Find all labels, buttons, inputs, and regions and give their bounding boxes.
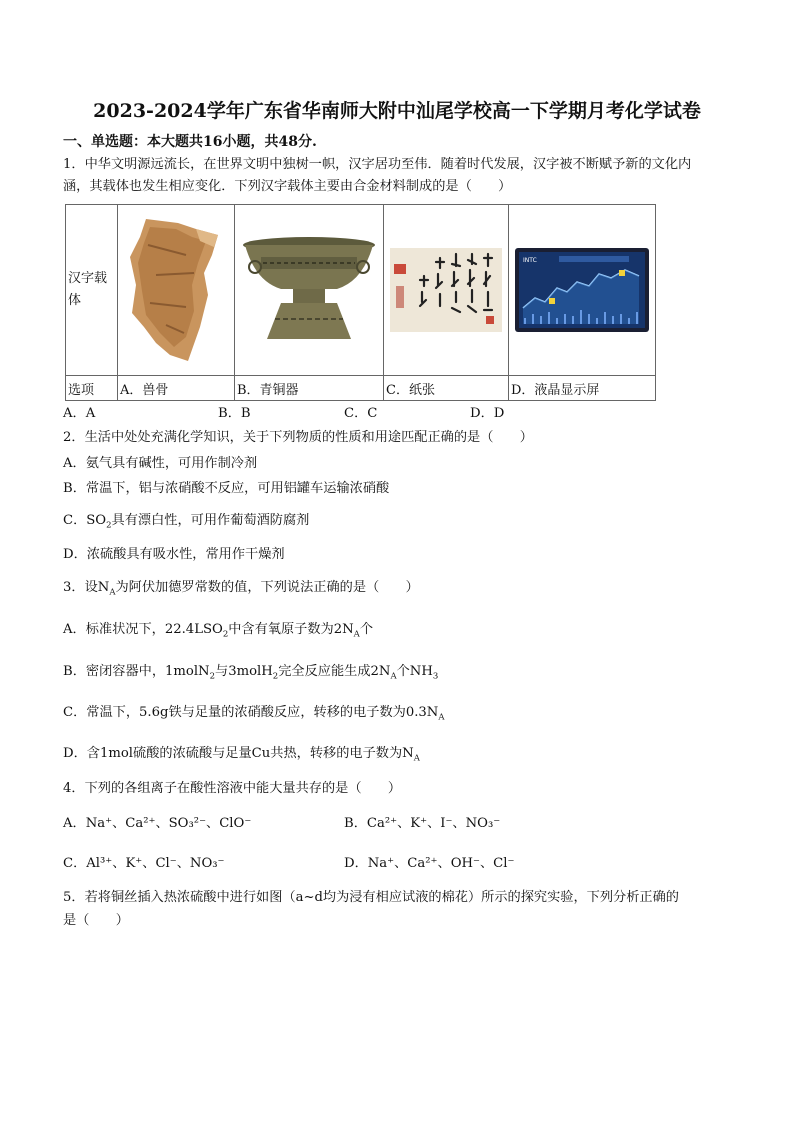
q2-stem: 2．生活中处处充满化学知识，关于下列物质的性质和用途匹配正确的是（ ） [63,430,533,445]
q5-stem-line2: 是（ ） [63,913,129,928]
q2-option-c: C．$SO_2$具有漂白性，可用作葡萄酒防腐剂 [63,513,310,531]
option-d-cell: D．液晶显示屏 [509,376,656,401]
q1-stem-line1: 1．中华文明源远流长，在世界文明中独树一帜，汉字居功至伟．随着时代发展，汉字被不断赋予新的文化内 [63,157,692,172]
lcd-screen-image [515,248,649,332]
page-title: 2023-2024学年广东省华南师大附中汕尾学校高一下学期月考化学试卷 [93,100,701,122]
q4-option-c: C．Al³⁺、K⁺、Cl⁻、NO₃⁻ [63,856,225,871]
row-header-option: 选项 [66,376,118,401]
q3-option-a: A．标准状况下，$22.4LSO_2$中含有氧原子数为$2N_A$个 [63,622,373,640]
option-a-cell: A．兽骨 [118,376,235,401]
q2-option-b: B．常温下，铝与浓硝酸不反应，可用铝罐车运输浓硝酸 [63,481,390,496]
q2-option-a: A．氨气具有碱性，可用作制冷剂 [63,456,258,471]
bronze-image-cell [235,205,384,376]
q1-answer-a: A．A [63,406,96,421]
option-b-cell: B．青铜器 [235,376,384,401]
bone-image-cell [118,205,235,376]
q1-carrier-table [65,204,656,401]
q4-option-d: D．Na⁺、Ca²⁺、OH⁻、Cl⁻ [344,856,515,871]
q3-option-d: D．含1mol硫酸的浓硫酸与足量Cu共热，转移的电子数为$N_A$ [63,746,420,764]
paper-image-cell [384,205,509,376]
screen-ticker-label: INTC [523,257,537,264]
q1-answer-b: B．B [218,406,251,421]
q1-stem-line2: 涵，其载体也发生相应变化．下列汉字载体主要由合金材料制成的是（ ） [63,179,512,194]
q4-option-b: B．Ca²⁺、K⁺、I⁻、NO₃⁻ [344,816,501,831]
row-header-carrier: 汉字载体 [66,205,118,376]
bronze-vessel-image [241,235,377,345]
q3-option-b: B．密闭容器中，1molN$_2$与3molH$_2$完全反应能生成$2N_A$个$NH_3$ [63,664,439,682]
q1-answer-d: D．D [470,406,505,421]
q3-option-c: C．常温下，5.6g铁与足量的浓硝酸反应，转移的电子数为$0.3N_A$ [63,705,445,723]
calligraphy-paper-image [390,248,502,332]
q4-option-a: A．Na⁺、Ca²⁺、SO₃²⁻、ClO⁻ [63,816,252,831]
oracle-bone-image [126,215,226,365]
q5-stem-line1: 5．若将铜丝插入热浓硫酸中进行如图（a~d均为浸有相应试液的棉花）所示的探究实验，下列分析正确的 [63,890,679,905]
section-heading: 一、单选题：本大题共16小题，共48分. [63,134,317,150]
q4-stem: 4．下列的各组离子在酸性溶液中能大量共存的是（ ） [63,781,402,796]
q3-stem: 3．设$N_A$为阿伏加德罗常数的值，下列说法正确的是（ ） [63,580,419,598]
q2-option-d: D．浓硫酸具有吸水性，常用作干燥剂 [63,547,285,562]
option-c-cell: C．纸张 [384,376,509,401]
q1-answer-c: C．C [344,406,378,421]
lcd-image-cell [509,205,656,376]
